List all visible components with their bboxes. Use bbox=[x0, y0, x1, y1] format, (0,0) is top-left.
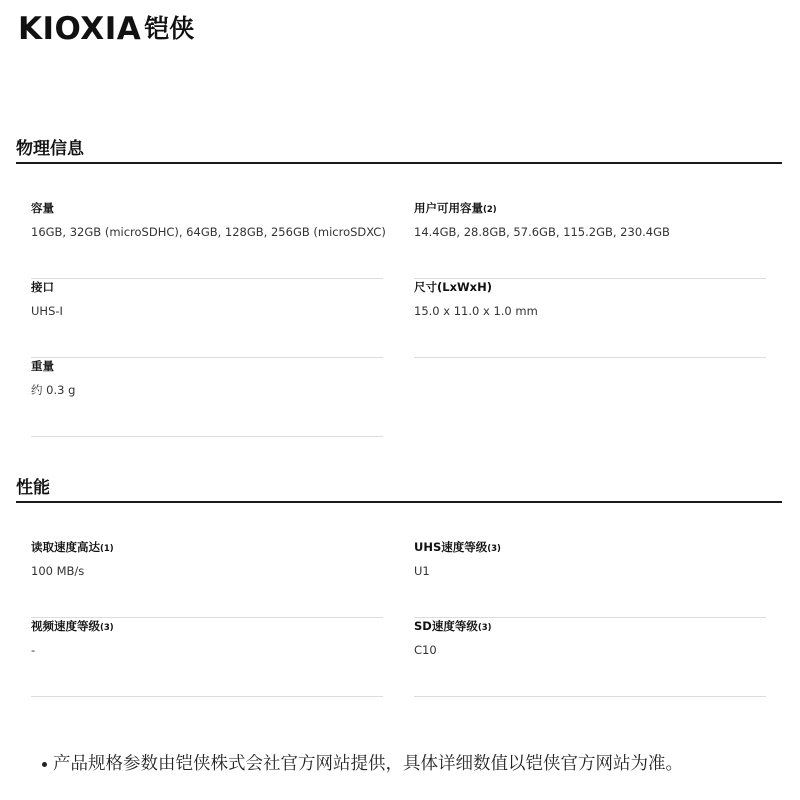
brand-logo[interactable] bbox=[18, 12, 194, 46]
spec-value: - bbox=[31, 643, 36, 657]
section-performance bbox=[16, 476, 782, 678]
spec-label: 视频速度等级(3) bbox=[31, 619, 114, 633]
spec-value: 15.0 x 11.0 x 1.0 mm bbox=[414, 304, 538, 318]
section-title: 物理信息 bbox=[16, 139, 84, 159]
section-divider bbox=[16, 162, 782, 164]
footnote bbox=[42, 752, 683, 776]
spec-value: U1 bbox=[414, 564, 430, 578]
bullet-icon bbox=[42, 762, 47, 767]
spec-dimensions bbox=[414, 279, 766, 358]
spec-label: 用户可用容量(2) bbox=[414, 201, 497, 215]
footnote-text: 产品规格参数由铠侠株式会社官方网站提供，具体详细数值以铠侠官方网站为准。 bbox=[53, 754, 683, 774]
spec-value: 14.4GB, 28.8GB, 57.6GB, 115.2GB, 230.4GB bbox=[414, 225, 670, 239]
spec-video-speed-class bbox=[31, 618, 383, 697]
spec-label: UHS速度等级(3) bbox=[414, 540, 501, 554]
spec-weight bbox=[31, 358, 383, 437]
spec-label: 重量 bbox=[31, 359, 54, 373]
spec-label: SD速度等级(3) bbox=[414, 619, 492, 633]
logo-chinese-name: 铠侠 bbox=[144, 14, 195, 43]
section-divider bbox=[16, 501, 782, 503]
section-physical-info bbox=[16, 137, 782, 419]
spec-label: 接口 bbox=[31, 280, 54, 294]
spec-value: 约 0.3 g bbox=[31, 383, 76, 397]
logo-wordmark: KIOXIA bbox=[18, 11, 142, 47]
spec-interface bbox=[31, 279, 383, 358]
spec-label: 容量 bbox=[31, 201, 54, 215]
spec-value: UHS-I bbox=[31, 304, 63, 318]
spec-uhs-speed-class bbox=[414, 539, 766, 618]
section-title: 性能 bbox=[16, 478, 50, 498]
spec-sd-speed-class bbox=[414, 618, 766, 697]
spec-value: 16GB, 32GB (microSDHC), 64GB, 128GB, 256GB (microSDXC) bbox=[31, 225, 386, 239]
spec-capacity bbox=[31, 200, 386, 279]
spec-usable-capacity bbox=[414, 200, 766, 279]
spec-label: 尺寸(LxWxH) bbox=[414, 280, 492, 294]
spec-value: C10 bbox=[414, 643, 437, 657]
spec-read-speed bbox=[31, 539, 383, 618]
spec-value: 100 MB/s bbox=[31, 564, 85, 578]
spec-label: 读取速度高达(1) bbox=[31, 540, 114, 554]
